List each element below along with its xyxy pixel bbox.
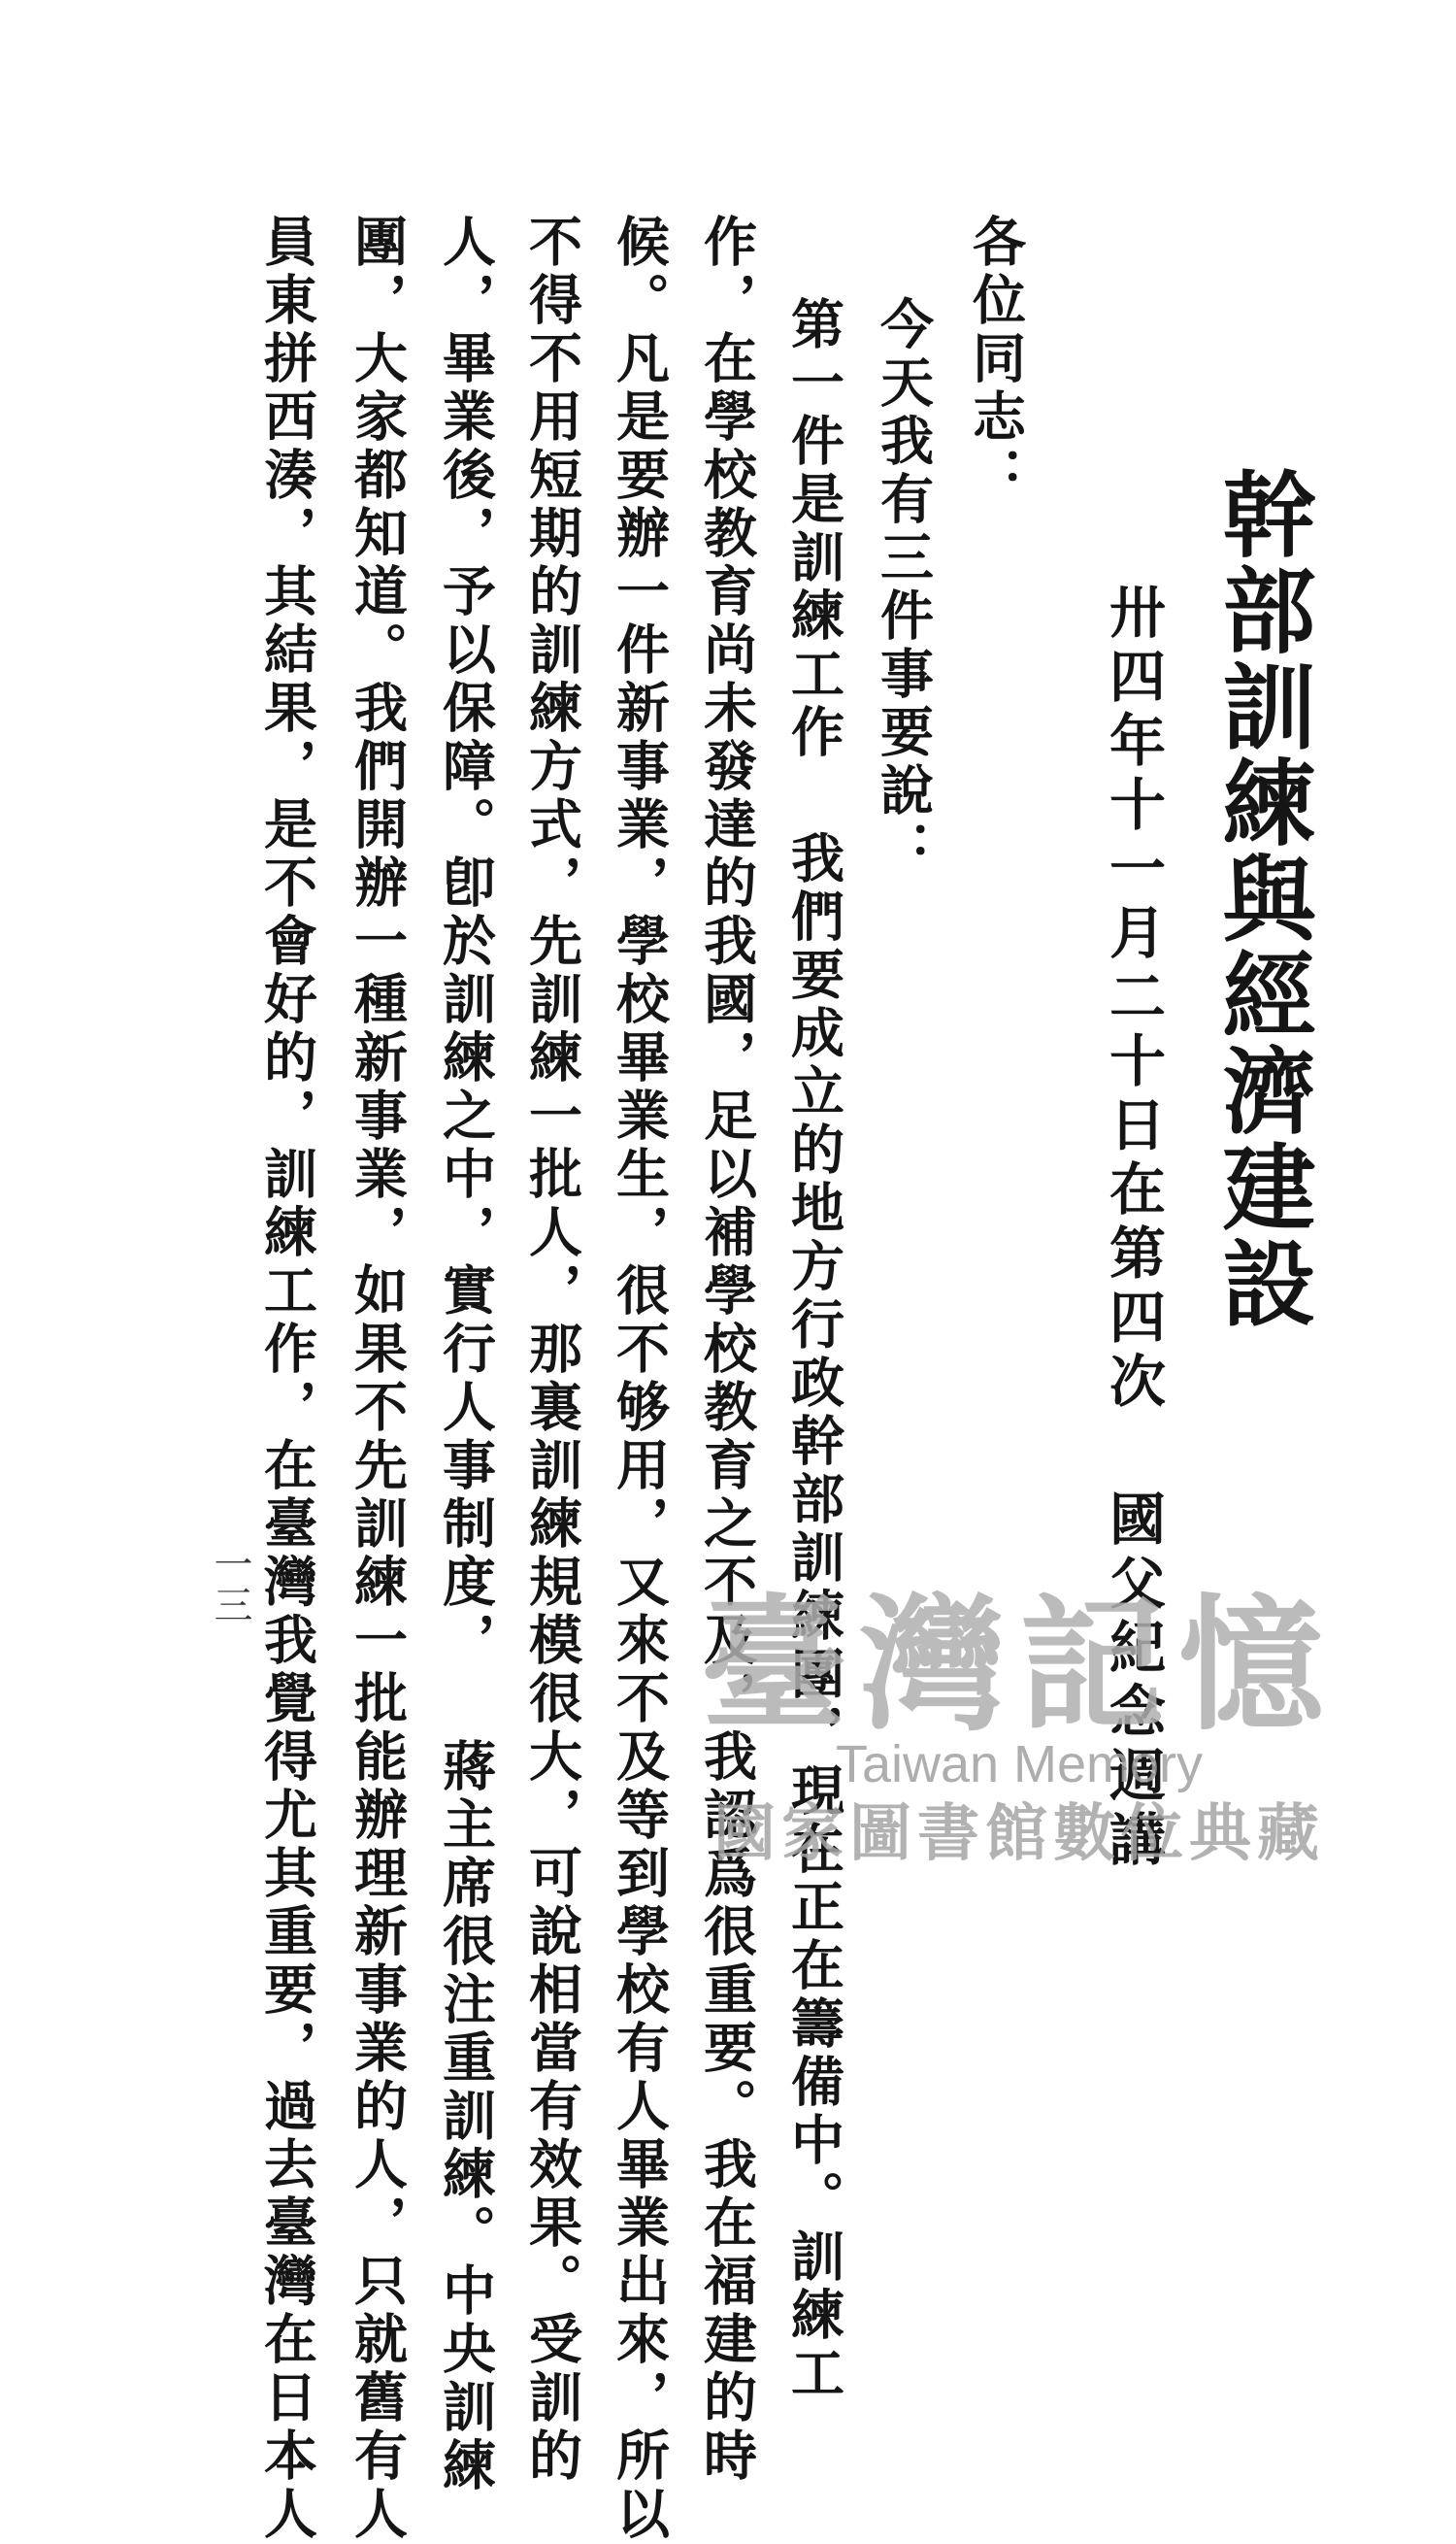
body-line: 團，大家都知道。我們開辦一種新事業，如果不先訓練一批能辦理新事業的人，只就舊有人	[346, 214, 409, 2544]
watermark-org: 國家圖書館數位典藏	[713, 1798, 1325, 1870]
body-line: 不得不用短期的訓練方式，先訓練一批人，那裏訓練規模很大，可說相當有效果。受訓的	[520, 214, 583, 2486]
body-line: 候。凡是要辦一件新事業，學校畢業生，很不够用，又來不及等到學校有人畢業出來，所以	[608, 214, 671, 2544]
watermark-logo-text: 臺灣記憶	[700, 1580, 1338, 1751]
body-line: 人，畢業後，予以保障。卽於訓練之中，實行人事制度， 蔣主席很注重訓練。中央訓練	[434, 214, 497, 2495]
document-subtitle: 卅四年十一月二十日在第四次 國父紀念週講	[1100, 583, 1166, 1874]
body-line: 員東拼西湊，其結果，是不會好的，訓練工作，在臺灣我覺得尤其重要，過去臺灣在日本人	[255, 214, 318, 2544]
watermark	[670, 1580, 1369, 1873]
salutation: 各位同志：	[964, 214, 1027, 505]
body-line: 今天我有三件事要說：	[872, 296, 935, 879]
watermark-english: Taiwan Memory	[835, 1735, 1204, 1793]
body-line: 作，在學校教育尚未發達的我國，足以補學校教育之不及，我認爲很重要。我在福建的時	[695, 214, 758, 2486]
document-title: 幹部訓練與經濟建設	[1208, 466, 1317, 1331]
body-line: 第一件是訓練工作 我們要成立的地方行政幹部訓練團，現在正在籌備中。訓練工	[782, 296, 845, 2403]
page-number: 一三	[208, 1544, 252, 1625]
